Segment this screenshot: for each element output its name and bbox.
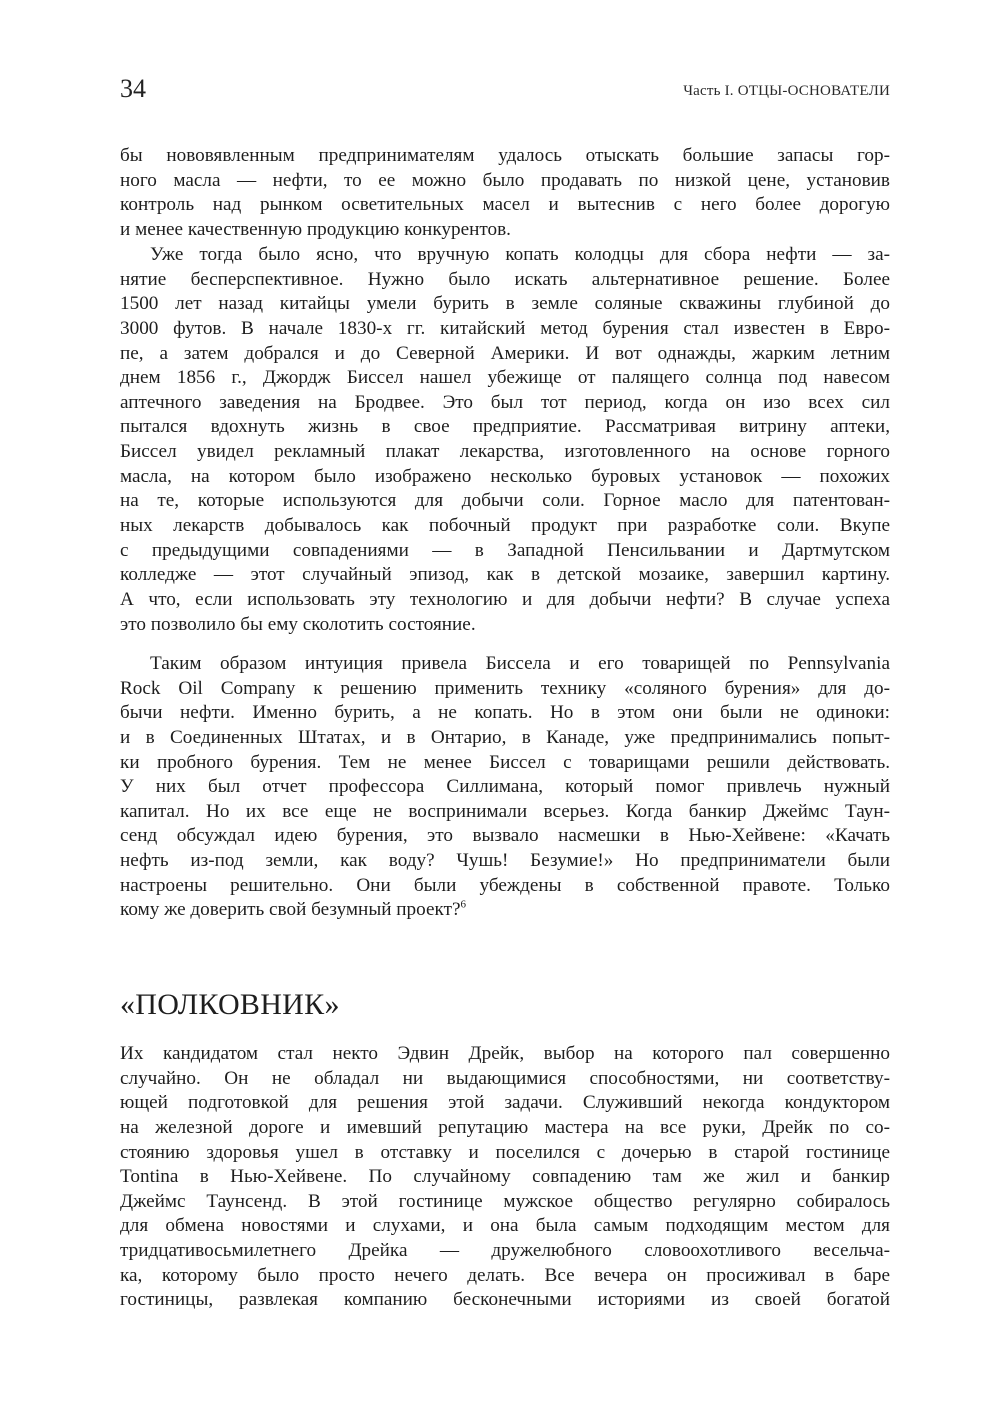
- text-line-content: нятие бесперспективное. Нужно было искать альтернативное решение. Более: [120, 268, 890, 290]
- text-line: [120, 874, 890, 899]
- text-line: [120, 652, 890, 677]
- text-line: [120, 1165, 890, 1190]
- text-line: [120, 588, 890, 613]
- text-line: [120, 1067, 890, 1092]
- text-line: [120, 613, 890, 638]
- text-line-content: Таким образом интуиция привела Биссела и его товарищей по Pennsylvania: [150, 653, 890, 674]
- text-line-content: аптечного заведения на Бродвее. Это был тот период, когда он изо всех сил: [120, 391, 890, 413]
- text-line: [120, 342, 890, 367]
- text-line: [120, 677, 890, 702]
- text-line-content: на те, которые используются для добычи соли. Горное масло для патентован-: [120, 490, 890, 512]
- text-line-content: гостиницы, развлекая компанию бесконечными историями из своей богатой: [120, 1289, 890, 1311]
- section-heading: «ПОЛКОВНИК»: [120, 988, 340, 1021]
- text-line: [120, 193, 890, 218]
- text-line: [120, 169, 890, 194]
- text-line: [120, 898, 890, 923]
- text-line-content: с предыдущими совпадениями — в Западной Пенсильвании и Дартмутском: [120, 539, 890, 561]
- text-line-content: это позволило бы ему сколотить состояние.: [120, 613, 476, 635]
- text-line: [120, 1288, 890, 1313]
- paragraph-edwin-drake: [120, 1042, 890, 1313]
- text-line-content: Rock Oil Company к решению применить технику «соляного бурения» для до-: [120, 677, 890, 699]
- text-line: [120, 268, 890, 293]
- text-line-content: бычи нефти. Именно бурить, а не копать. Но в этом они были не одиноки:: [120, 702, 890, 724]
- text-line: [120, 317, 890, 342]
- text-line-content: капитал. Но их все еще не воспринимали всерьез. Когда банкир Джеймс Таун-: [120, 800, 890, 822]
- text-line: [120, 1214, 890, 1239]
- text-line: [120, 465, 890, 490]
- text-line: [120, 824, 890, 849]
- text-line: [120, 1239, 890, 1264]
- text-line-content: колледже — этот случайный эпизод, как в детской мозаике, завершил картину.: [120, 564, 890, 586]
- text-line: [120, 1042, 890, 1067]
- text-line: [120, 218, 890, 243]
- text-line-content: У них был отчет профессора Силлимана, который помог привлечь нужный: [120, 776, 890, 798]
- text-line: [120, 440, 890, 465]
- text-line-content: и в Соединенных Штатах, и в Онтарио, в Канаде, уже предпринимались попыт-: [120, 726, 890, 748]
- text-line: [120, 514, 890, 539]
- text-line: [120, 391, 890, 416]
- text-line-content: сенд обсуждал идею бурения, это вызвало насмешки в Нью-Хейвене: «Качать: [120, 825, 890, 847]
- text-line: [120, 415, 890, 440]
- running-title: Часть I. ОТЦЫ-ОСНОВАТЕЛИ: [683, 83, 890, 99]
- text-line-content: бы нововявленным предпринимателям удалось отыскать большие запасы гор-: [120, 145, 890, 166]
- text-line: [120, 701, 890, 726]
- text-line: [120, 489, 890, 514]
- text-line-content: для обмена новостями и слухами, и она была самым подходящим местом для: [120, 1215, 890, 1237]
- text-line: [120, 751, 890, 776]
- text-line-content: ющей подготовкой для решения этой задачи. Служивший некогда кондуктором: [120, 1092, 890, 1114]
- text-line: [120, 539, 890, 564]
- text-line-content: контроль над рынком осветительных масел и вытеснив с него более дорогую: [120, 194, 890, 216]
- text-line: [120, 800, 890, 825]
- text-line: [120, 243, 890, 268]
- text-line: [120, 1264, 890, 1289]
- text-line-content: Джеймс Таунсенд. В этой гостинице мужское общество регулярно собиралось: [120, 1190, 890, 1212]
- text-line-content: случайно. Он не обладал ни выдающимися способностями, ни соответству-: [120, 1067, 890, 1089]
- text-line-content: тридцативосьмилетнего Дрейка — дружелюбного словоохотливого весельча-: [120, 1240, 890, 1262]
- text-line: [120, 1091, 890, 1116]
- footnote-reference[interactable]: 6: [460, 899, 466, 912]
- text-line-content: масла, на котором было изображено несколько буровых установок — похожих: [120, 465, 890, 487]
- text-line-content: А что, если использовать эту технологию и для добычи нефти? В случае успеха: [120, 588, 890, 610]
- text-line-content: днем 1856 г., Джордж Биссел нашел убежище от палящего солнца под навесом: [120, 367, 890, 389]
- text-line: [120, 775, 890, 800]
- text-line-content: и менее качественную продукцию конкурентов.: [120, 218, 511, 240]
- text-line-content: 1500 лет назад китайцы умели бурить в земле соляные скважины глубиной до: [120, 293, 890, 315]
- text-line-content: Tontina в Нью-Хейвене. По случайному совпадению там же жил и банкир: [120, 1166, 890, 1188]
- running-head: [120, 72, 890, 112]
- text-line: [120, 292, 890, 317]
- text-line-content: Их кандидатом стал некто Эдвин Дрейк, выбор на которого пал совершенно: [120, 1043, 890, 1064]
- text-line-content: ка, которому было просто нечего делать. Все вечера он просиживал в баре: [120, 1264, 890, 1286]
- text-line: [120, 563, 890, 588]
- paragraph-bissell-idea: [120, 243, 890, 637]
- text-line-content: Уже тогда было ясно, что вручную копать колодцы для сбора нефти — за-: [150, 244, 890, 265]
- text-line-content: ки пробного бурения. Тем не менее Биссел с товарищами решили действовать.: [120, 751, 890, 773]
- text-line-content: Биссел увидел рекламный плакат лекарства, изготовленного на основе горного: [120, 441, 890, 463]
- paragraph-continued: [120, 144, 890, 243]
- text-line-content: пытался вдохнуть жизнь в свое предприятие. Рассматривая витрину аптеки,: [120, 416, 890, 438]
- text-line-content: 3000 футов. В начале 1830-х гг. китайский метод бурения стал известен в Евро-: [120, 317, 890, 339]
- text-line-content: ного масла — нефти, то ее можно было продавать по низкой цене, установив: [120, 169, 890, 191]
- text-line-content: кому же доверить свой безумный проект?: [120, 899, 461, 921]
- text-line-content: ных лекарств добывалось как побочный продукт при разработке соли. Вкупе: [120, 515, 890, 537]
- text-line-content: стоянию здоровья ушел в отставку и поселился с дочерью в старой гостинице: [120, 1141, 890, 1163]
- text-line: [120, 1116, 890, 1141]
- text-line: [120, 144, 890, 169]
- paragraph-rock-oil-company: [120, 652, 890, 923]
- page-number: 34: [120, 74, 146, 103]
- text-line-content: пе, а затем добрался и до Северной Америки. И вот однажды, жарким летним: [120, 342, 890, 364]
- text-line: [120, 849, 890, 874]
- text-line-content: настроены решительно. Они были убеждены в собственной правоте. Только: [120, 874, 890, 896]
- text-line-content: на железной дороге и имевший репутацию мастера на все руки, Дрейк по со-: [120, 1116, 890, 1138]
- text-line: [120, 366, 890, 391]
- text-line: [120, 1190, 890, 1215]
- text-line: [120, 1141, 890, 1166]
- text-line-content: нефть из-под земли, как воду? Чушь! Безумие!» Но предприниматели были: [120, 850, 890, 872]
- text-line: [120, 726, 890, 751]
